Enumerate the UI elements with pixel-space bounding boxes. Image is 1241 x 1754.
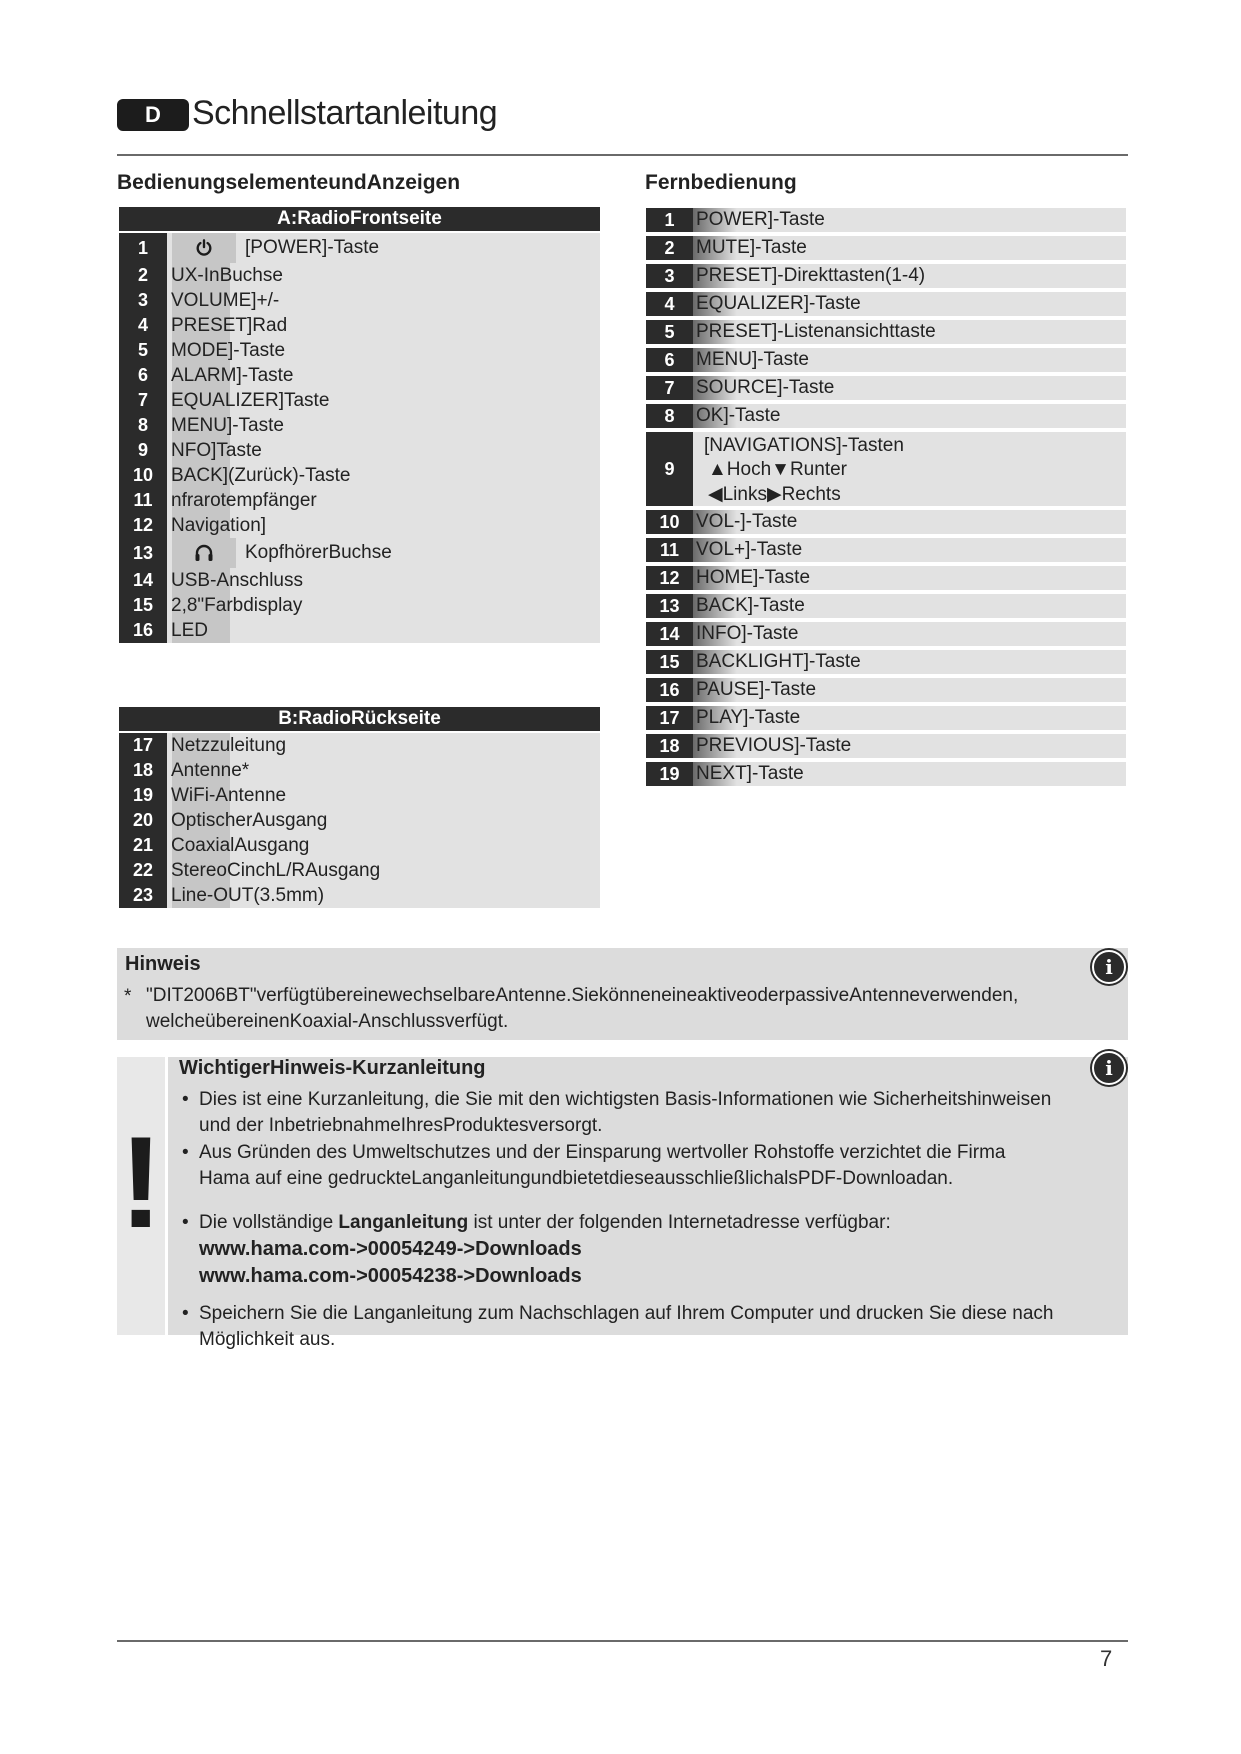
row-label: LED <box>171 620 208 641</box>
row-label: PRESET]Rad <box>171 315 288 336</box>
row-number: 7 <box>646 376 693 400</box>
row-number: 8 <box>119 413 167 438</box>
table-row <box>119 463 600 488</box>
bullet-2: • Aus Gründen des Umweltschutzes und der Einsparung wertvoller Rohstoffe verzichtet die Firma Hama auf eine gedruckteLanganleitungundbietetdieseausschließlichalsPDF-Downloadan. <box>199 1140 1059 1192</box>
row-number: 9 <box>646 432 693 506</box>
row-number: 19 <box>119 783 167 808</box>
row-label: MODE]-Taste <box>171 340 286 361</box>
row-label: INFO]-Taste <box>696 623 799 644</box>
table-row <box>119 758 600 783</box>
row-label: Antenne* <box>171 760 250 781</box>
row-number: 7 <box>119 388 167 413</box>
warning-strip <box>117 1057 165 1335</box>
row-label: SOURCE]-Taste <box>696 377 835 398</box>
row-number: 19 <box>646 762 693 786</box>
table-row <box>119 233 600 263</box>
important-box <box>117 1056 1128 1350</box>
table-row <box>646 510 1126 534</box>
bullet-4: • Speichern Sie die Langanleitung zum Nachschlagen auf Ihrem Computer und drucken Sie diese nach Möglichkeit aus. <box>199 1301 1099 1353</box>
row-number: 23 <box>119 883 167 908</box>
table-row <box>646 236 1126 260</box>
row-number: 22 <box>119 858 167 883</box>
table-row <box>119 618 600 643</box>
row-label: NFO]Taste <box>171 440 262 461</box>
row-number: 5 <box>646 320 693 344</box>
strip-divider <box>165 1057 168 1335</box>
row-number: 13 <box>646 594 693 618</box>
row-number: 1 <box>119 233 167 263</box>
table-row <box>119 808 600 833</box>
row-number: 15 <box>646 650 693 674</box>
row-number: 9 <box>119 438 167 463</box>
row-label: USB-Anschluss <box>171 570 303 591</box>
table-row <box>119 593 600 618</box>
row-number: 2 <box>646 236 693 260</box>
headphones-icon <box>194 544 214 562</box>
bullet-1: • Dies ist eine Kurzanleitung, die Sie mit den wichtigsten Basis-Informationen wie Sicherheitshinweisen und der InbetriebnahmeIhresProduktesversorgt. <box>199 1087 1059 1139</box>
table-row <box>646 650 1126 674</box>
table-row <box>646 622 1126 646</box>
page-title: Schnellstartanleitung <box>192 94 498 132</box>
row-label: VOL-]-Taste <box>696 511 798 532</box>
row-number: 8 <box>646 404 693 428</box>
bullet-3-pre: Die vollständige <box>199 1212 339 1233</box>
table-row <box>646 292 1126 316</box>
back-table <box>119 707 600 931</box>
row-label: BACKLIGHT]-Taste <box>696 651 861 672</box>
row-label: MUTE]-Taste <box>696 237 807 258</box>
front-table <box>119 207 600 691</box>
row-label: StereoCinchL/RAusgang <box>171 860 381 881</box>
row-label: BACK]-Taste <box>696 595 805 616</box>
bottom-divider <box>117 1640 1128 1642</box>
row-number: 10 <box>646 510 693 534</box>
row-number: 11 <box>646 538 693 562</box>
row-number: 2 <box>119 263 167 288</box>
bullet-3 <box>199 1210 1059 1236</box>
download-link-2[interactable]: www.hama.com->00054238->Downloads <box>199 1265 582 1287</box>
row-label: PRESET]-Listenansichttaste <box>696 321 936 342</box>
row-number: 15 <box>119 593 167 618</box>
row-number: 10 <box>119 463 167 488</box>
row-label: Netzzuleitung <box>171 735 287 756</box>
table-row <box>119 263 600 288</box>
back-section-title: B:RadioRückseite <box>119 707 600 731</box>
row-label: KopfhörerBuchse <box>245 542 392 563</box>
row-label: POWER]-Taste <box>696 209 825 230</box>
row-label: VOLUME]+/- <box>171 290 280 311</box>
note-box <box>117 948 1128 1040</box>
language-badge: D <box>117 99 189 131</box>
remote-table <box>646 208 1127 796</box>
row-label: WiFi-Antenne <box>171 785 287 806</box>
table-row <box>119 413 600 438</box>
row-label: CoaxialAusgang <box>171 835 310 856</box>
row-label: OptischerAusgang <box>171 810 328 831</box>
row-label: Navigation] <box>171 515 267 536</box>
row-number: 17 <box>119 733 167 758</box>
table-row <box>646 538 1126 562</box>
row-label: PLAY]-Taste <box>696 707 801 728</box>
warning-icon: ! <box>119 1109 163 1255</box>
power-icon <box>195 239 213 257</box>
row-number: 18 <box>646 734 693 758</box>
row-number: 14 <box>119 568 167 593</box>
row-number: 17 <box>646 706 693 730</box>
note-text: "DIT2006BT"verfügtübereinewechselbareAntenne.SiekönneneineaktiveoderpassiveAntenneverwenden, welcheübereinenKoaxial-Anschlussverfügt. <box>146 985 1019 1032</box>
row-label: HOME]-Taste <box>696 567 811 588</box>
table-row <box>646 264 1126 288</box>
table-row <box>646 594 1126 618</box>
row-label: UX-InBuchse <box>171 265 283 286</box>
table-row <box>119 568 600 593</box>
row-number: 13 <box>119 538 167 568</box>
note-title: Hinweis <box>125 953 201 975</box>
row-label: VOL+]-Taste <box>696 539 803 560</box>
table-row <box>119 513 600 538</box>
remote-heading: Fernbedienung <box>645 171 797 194</box>
table-row <box>646 320 1126 344</box>
nav-line-1: [NAVIGATIONS]-Tasten <box>704 435 904 456</box>
row-label: MENU]-Taste <box>696 349 809 370</box>
table-row <box>646 208 1126 232</box>
row-number: 16 <box>119 618 167 643</box>
bullet-3-bold: Langanleitung <box>338 1212 469 1233</box>
row-number: 1 <box>646 208 693 232</box>
nav-line-3: ◀Links▶Rechts <box>708 484 841 505</box>
table-row <box>119 883 600 908</box>
table-row <box>119 538 600 568</box>
table-row <box>646 706 1126 730</box>
bullet-3-post: ist unter der folgenden Internetadresse verfügbar: <box>468 1212 891 1233</box>
table-row <box>119 833 600 858</box>
symbol-cell <box>172 538 236 568</box>
table-row <box>646 566 1126 590</box>
row-label: EQUALIZER]-Taste <box>696 293 861 314</box>
row-label: BACK](Zurück)-Taste <box>171 465 351 486</box>
table-row <box>119 733 600 758</box>
row-label: PRESET]-Direkttasten(1-4) <box>696 265 926 286</box>
row-label: ALARM]-Taste <box>171 365 294 386</box>
row-label: MENU]-Taste <box>171 415 284 436</box>
row-label: OK]-Taste <box>696 405 781 426</box>
row-label: EQUALIZER]Taste <box>171 390 330 411</box>
download-link-1[interactable]: www.hama.com->00054249->Downloads <box>199 1238 582 1260</box>
table-row <box>119 438 600 463</box>
row-label: PREVIOUS]-Taste <box>696 735 852 756</box>
table-row <box>646 348 1126 372</box>
table-row <box>646 404 1126 428</box>
row-label: NEXT]-Taste <box>696 763 804 784</box>
row-label: Line-OUT(3.5mm) <box>171 885 325 906</box>
important-title: WichtigerHinweis-Kurzanleitung <box>179 1057 486 1079</box>
row-number: 5 <box>119 338 167 363</box>
table-row <box>646 376 1126 400</box>
row-number: 6 <box>646 348 693 372</box>
row-number: 21 <box>119 833 167 858</box>
row-number: 4 <box>646 292 693 316</box>
front-section-title: A:RadioFrontseite <box>119 207 600 231</box>
table-row <box>119 338 600 363</box>
table-row <box>646 762 1126 786</box>
table-row <box>119 363 600 388</box>
row-number: 12 <box>646 566 693 590</box>
info-icon: i <box>1092 1051 1126 1085</box>
row-label: PAUSE]-Taste <box>696 679 817 700</box>
table-row <box>119 488 600 513</box>
row-number: 20 <box>119 808 167 833</box>
row-number: 16 <box>646 678 693 702</box>
table-row <box>119 858 600 883</box>
table-row <box>119 288 600 313</box>
row-number: 18 <box>119 758 167 783</box>
table-row <box>646 734 1126 758</box>
row-label: [POWER]-Taste <box>245 237 380 258</box>
note-star: * <box>124 986 132 1007</box>
row-label: nfrarotempfänger <box>171 490 317 511</box>
row-number: 6 <box>119 363 167 388</box>
table-row <box>119 783 600 808</box>
table-row <box>119 313 600 338</box>
controls-heading: BedienungselementeundAnzeigen <box>117 171 461 194</box>
page-number: 7 <box>1100 1646 1113 1671</box>
row-number: 11 <box>119 488 167 513</box>
row-number: 14 <box>646 622 693 646</box>
table-row <box>646 678 1126 702</box>
row-number: 4 <box>119 313 167 338</box>
nav-line-2: ▲Hoch▼Runter <box>708 459 847 480</box>
symbol-cell <box>172 233 236 263</box>
row-number: 3 <box>646 264 693 288</box>
info-icon: i <box>1092 950 1126 984</box>
table-row-navigation <box>646 432 1126 506</box>
row-label: 2,8"Farbdisplay <box>171 595 303 616</box>
row-number: 3 <box>119 288 167 313</box>
row-number: 12 <box>119 513 167 538</box>
top-divider <box>117 154 1128 156</box>
table-row <box>119 388 600 413</box>
